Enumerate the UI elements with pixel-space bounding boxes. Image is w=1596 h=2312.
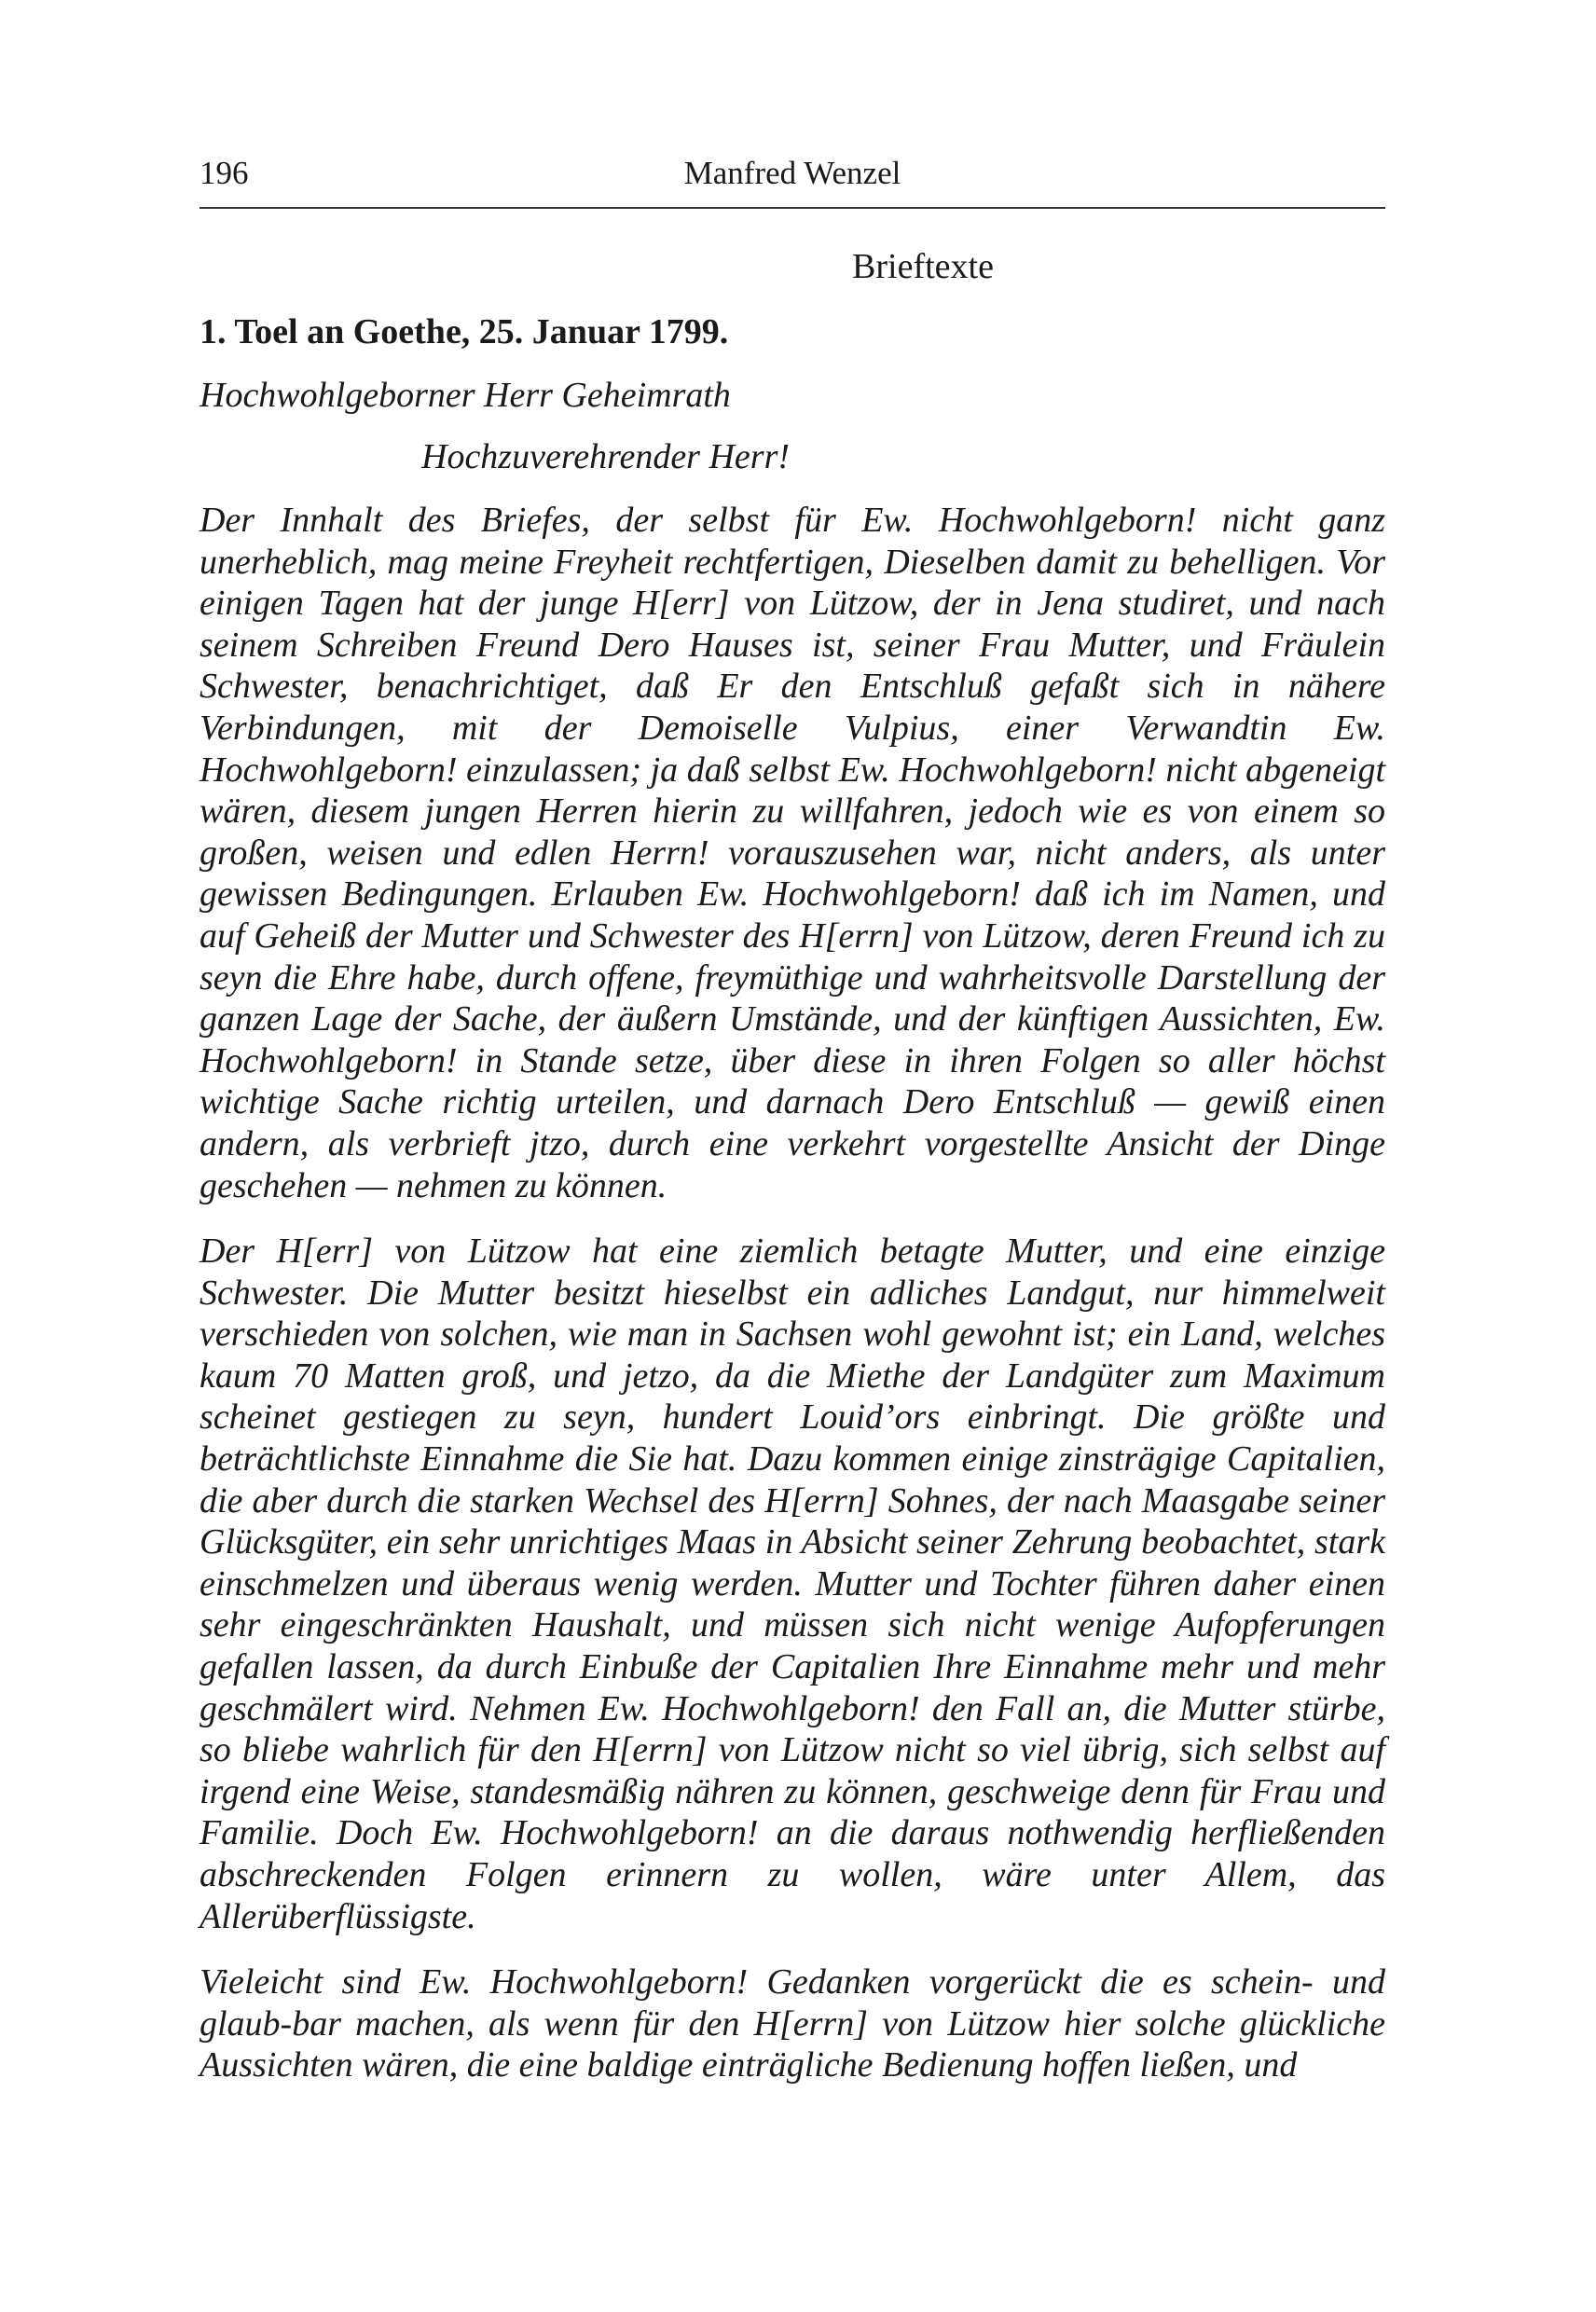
running-head: Manfred Wenzel [683,155,901,191]
page-body [200,241,1385,2111]
letter-paragraph-3: Vieleicht sind Ew. Hochwohlgeborn! Gedanken vorgerückt die es schein- und glaub-bar machen, als wenn für den H[errn] von Lützow hier solche glückliche Aussichten wären, die eine baldige einträgliche Bedienung hoffen ließen, und [200,1962,1385,2085]
letter-paragraph-2: Der H[err] von Lützow hat eine ziemlich betagte Mutter, und eine einzige Schwester. Die Mutter besitzt hieselbst ein adliches Landgut, nur himmelweit verschieden von solchen, wie man in Sachsen wohl gewohnt ist; ein Land, welches kaum 70 Matten groß, und jetzo, da die Miethe der Landgüter zum Maximum scheinet gestiegen zu seyn, hundert Louid’ors einbringt. Die größte und beträchtlichste Einnahme die Sie hat. Dazu kommen einige zinsträgige Capitalien, die aber durch die starken Wechsel des H[errn] Sohnes, der nach Maasgabe seiner Glücksgüter, ein sehr unrichtiges Maas in Absicht seiner Zehrung beobachtet, stark einschmelzen und überaus wenig werden. Mutter und Tochter führen daher einen sehr eingeschränkten Haushalt, und müssen sich nicht wenige Aufopferungen gefallen lassen, da durch Einbuße der Capitalien Ihre Einnahme mehr und mehr geschmälert wird. Nehmen Ew. Hochwohlgeborn! den Fall an, die Mutter stürbe, so bliebe wahrlich für den H[errn] von Lützow nicht so viel übrig, sich selbst auf irgend eine Weise, standesmäßig nähren zu können, geschweige denn für Frau und Familie. Doch Ew. Hochwohlgeborn! an die daraus nothwendig herfließenden abschreckenden Folgen erinnern zu wollen, wäre unter Allem, das Allerüberflüssigste. [200,1232,1385,1936]
page-number: 196 [200,155,249,191]
salutation-line-2: Hochzuverehrender Herr! [421,437,791,476]
letter-heading: 1. Toel an Goethe, 25. Januar 1799. [200,312,729,351]
section-title: Brieftexte [852,247,994,286]
salutation-line-1: Hochwohlgeborner Herr Geheimrath [200,376,731,415]
letter-paragraph-1: Der Innhalt des Briefes, der selbst für Ew. Hochwohlgeborn! nicht ganz unerheblich, mag meine Freyheit rechtfertigen, Dieselben damit zu behelligen. Vor einigen Tagen hat der junge H[err] von Lützow, der in Jena studiret, und nach seinem Schreiben Freund Dero Hauses ist, seiner Frau Mutter, und Fräulein Schwester, benachrichtiget, daß Er den Entschluß gefaßt sich in nähere Verbindungen, mit der Demoiselle Vulpius, einer Verwandtin Ew. Hochwohlgeborn! einzulassen; ja daß selbst Ew. Hochwohlgeborn! nicht abgeneigt wären, diesem jungen Herren hierin zu willfahren, jedoch wie es von einem so großen, weisen und edlen Herrn! vorauszusehen war, nicht anders, als unter gewissen Bedingungen. Erlauben Ew. Hochwohlgeborn! daß ich im Namen, und auf Geheiß der Mutter und Schwester des H[errn] von Lützow, deren Freund ich zu seyn die Ehre habe, durch offene, freymüthige und wahrheitsvolle Darstellung der ganzen Lage der Sache, der äußern Umstände, und der künftigen Aussichten, Ew. Hochwohlgeborn! in Stande setze, über diese in ihren Folgen so aller höchst wichtige Sache richtig urteilen, und darnach Dero Entschluß — gewiß einen andern, als verbrieft jtzo, durch eine verkehrt vorgestellte Ansicht der Dinge geschehen — nehmen zu können. [200,501,1385,1205]
page-header [200,151,1385,209]
